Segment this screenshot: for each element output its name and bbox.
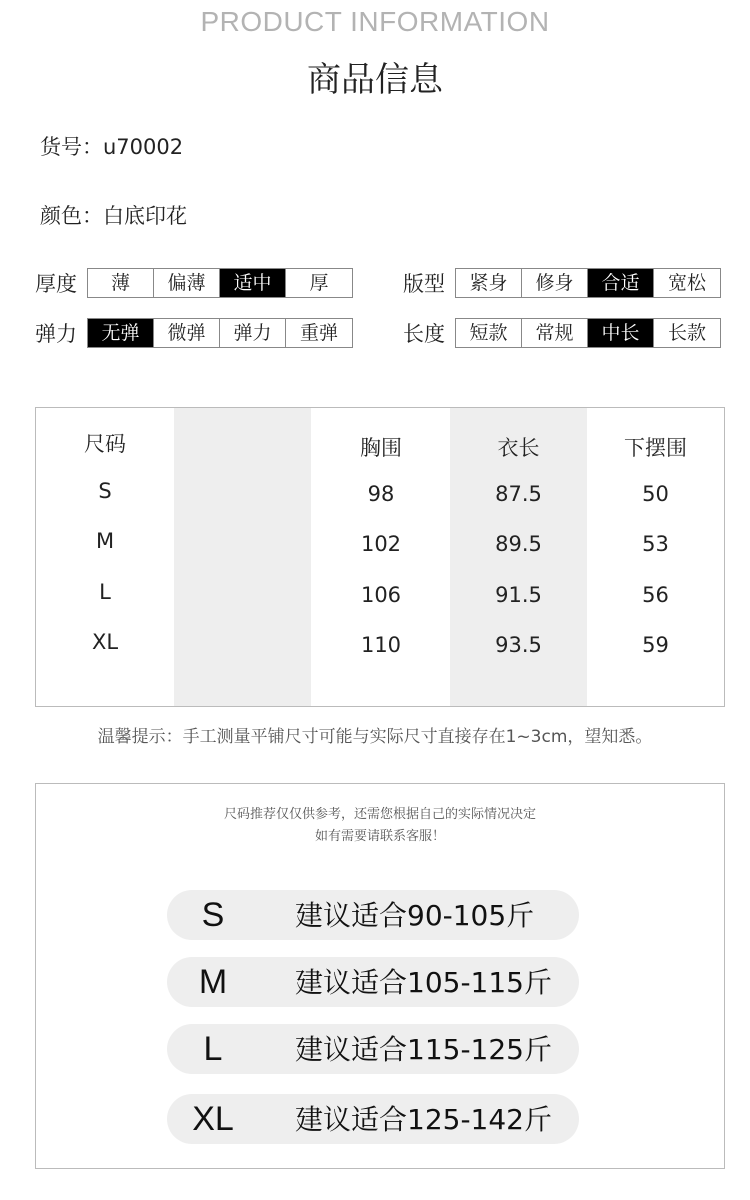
size-table [35,407,725,707]
recommendation-item [167,957,579,1007]
page-title: 商品信息 [307,60,443,100]
table-cell: XL [91,630,119,654]
table-cell: 91.5 [495,583,542,607]
size-recommendation [35,783,725,1169]
elasticity-options [87,318,353,348]
recommendation-item [167,1094,579,1144]
recommendation-weight: 建议适合105-115斤 [295,966,552,999]
size-column [36,408,174,706]
thickness-option-selected: 适中 [220,269,286,297]
recommendation-item [167,1024,579,1074]
column-header: 胸围 [360,436,402,460]
fit-option: 紧身 [456,269,522,297]
fit-option: 宽松 [654,269,720,297]
table-cell: 98 [367,482,395,506]
thickness-option: 厚 [286,269,352,297]
sku-text: 货号：u70002 [40,135,184,159]
column-header: 尺码 [84,432,126,456]
table-cell: 87.5 [495,482,542,506]
column-shade [174,408,311,706]
elasticity-row [35,318,353,348]
fit-option: 修身 [522,269,588,297]
thickness-option: 薄 [88,269,154,297]
chest-column [312,408,450,706]
table-cell: 106 [360,583,402,607]
recommendation-weight: 建议适合125-142斤 [295,1103,552,1136]
elasticity-option-selected: 无弹 [88,319,154,347]
recommendation-weight: 建议适合115-125斤 [295,1033,552,1066]
length-option: 常规 [522,319,588,347]
thickness-option: 偏薄 [154,269,220,297]
length-option: 长款 [654,319,720,347]
table-cell: L [99,580,111,604]
elasticity-option: 微弹 [154,319,220,347]
recommendation-size: L [203,1030,223,1068]
length-column [450,408,587,706]
length-option: 短款 [456,319,522,347]
table-cell: 56 [642,583,669,607]
fit-row [403,268,721,298]
length-options [455,318,721,348]
recommendation-note-line: 如有需要请联系客服！ [314,829,445,844]
column-header: 下摆围 [624,436,687,460]
hem-column [587,408,724,706]
table-cell: 89.5 [495,532,542,556]
table-cell: 110 [360,633,402,657]
table-cell: 59 [642,633,669,657]
table-cell: 102 [360,532,402,556]
table-cell: M [95,529,115,553]
column-header: 衣长 [497,436,540,460]
table-cell: 93.5 [495,633,542,657]
elasticity-option: 重弹 [286,319,352,347]
recommendation-item [167,890,579,940]
fit-label: 版型 [403,272,445,296]
fit-option-selected: 合适 [588,269,654,297]
table-cell: S [98,479,112,503]
english-title: PRODUCT INFORMATION [200,6,550,37]
length-option-selected: 中长 [588,319,654,347]
elasticity-label: 弹力 [35,322,77,346]
recommendation-weight: 建议适合90-105斤 [295,899,535,932]
thickness-row [35,268,353,298]
measurement-tip: 温馨提示：手工测量平铺尺寸可能与实际尺寸直接存在1~3cm，望知悉。 [97,727,653,747]
color-text: 颜色：白底印花 [40,204,187,228]
recommendation-size: S [201,896,225,934]
recommendation-note [36,804,724,848]
recommendation-size: M [198,963,228,1001]
table-cell: 50 [642,482,669,506]
fit-options [455,268,721,298]
thickness-label: 厚度 [35,272,77,296]
recommendation-note-line: 尺码推荐仅仅供参考，还需您根据自己的实际情况决定 [223,807,536,822]
thickness-options [87,268,353,298]
length-label: 长度 [403,322,445,346]
table-cell: 53 [642,532,669,556]
elasticity-option: 弹力 [220,319,286,347]
length-row [403,318,721,348]
recommendation-size: XL [192,1100,234,1138]
